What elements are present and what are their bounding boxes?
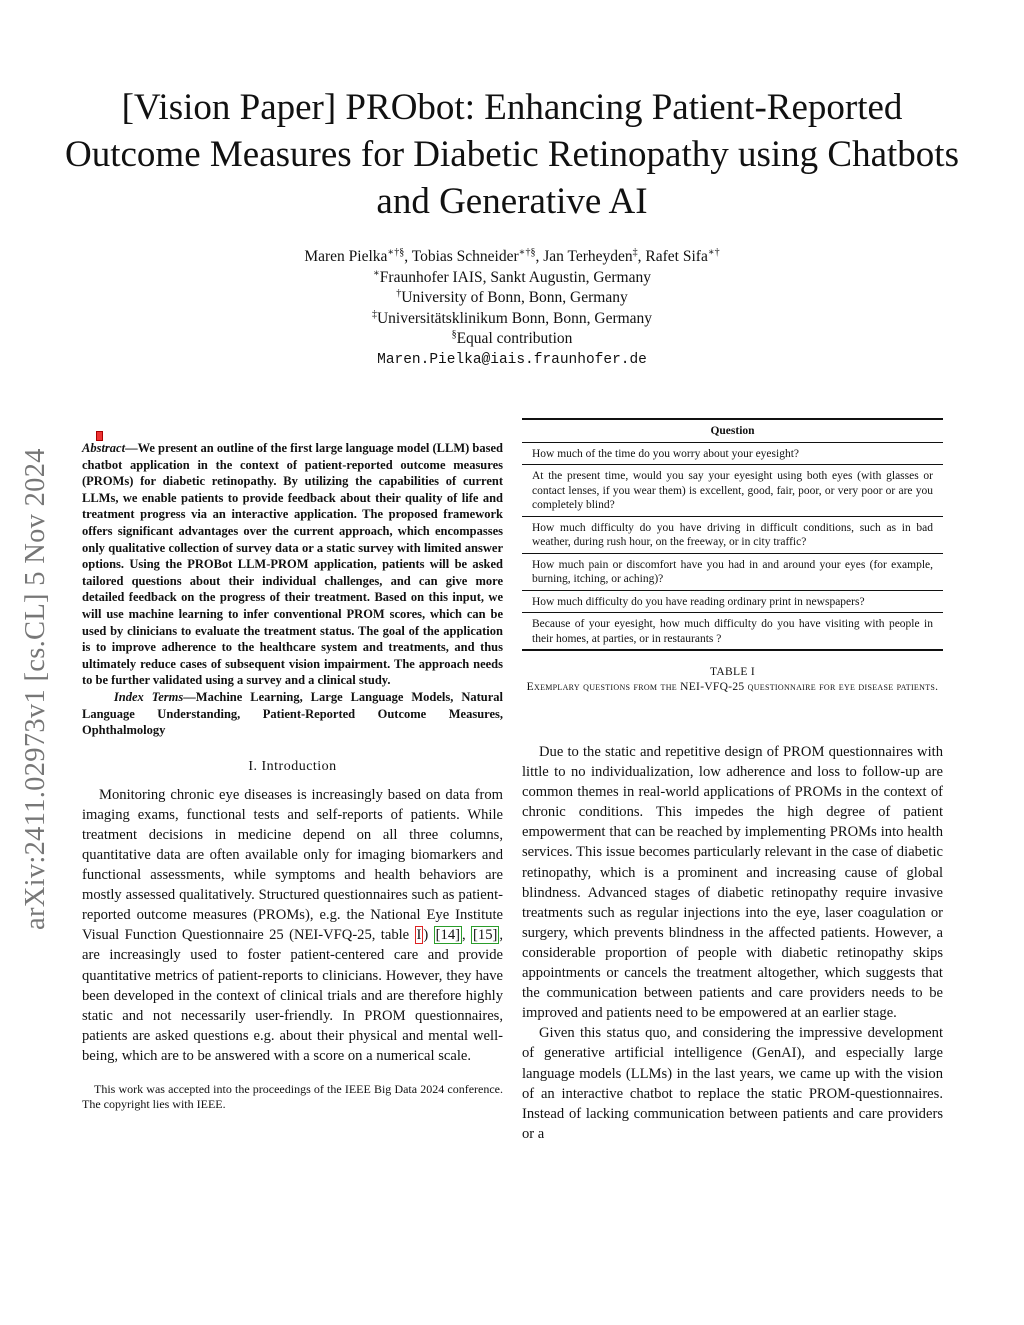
intro-text: , (462, 927, 472, 944)
intro-text: Monitoring chronic eye diseases is increasingly based on data from imaging exams, functional tests and self-reports of patients. While treatment decisions in medicine depend on all three columns, quantitative data are often available only for imaging biomarkers and functional assessments, while symptoms and health behaviors are mostly assessed qualitatively. Structured questionnaires such as patient-reported outcome measures (PROMs), e.g. the National Eye Institute Visual Function Questionnaire 25 (NEI-VFQ-25, table (82, 786, 503, 944)
annotation-marker (96, 431, 103, 441)
affiliation-mark: § (451, 328, 457, 340)
table-caption-text: Exemplary questions from the NEI-VFQ-25 questionnaire for eye disease patients. (526, 680, 939, 693)
abstract-text: —We present an outline of the first large language model (LLM) based chatbot application in the context of patient-reported outcome measures (PROMs) for diabetic retinopathy. By utilizing the capabilities of current LLMs, we enable patients to provide feedback about their quality of life and treatment progress via an interactive application. The proposed framework offers significant advantages over the current approach, which encompasses only qualitative collection of survey data or a static survey with limited answer options. Using the PROBot LLM-PROM application, patients will be asked tailored questions about their individual challenges, and can give more detailed feedback on the progress of their treatment. Based on this input, we will use machine learning to infer conventional PROM scores, which can be used by clinicians to evaluate the treatment status. The goal of the application is to improve adherence to the healthcare system and treatments, and thus ultimately reduce cases of subsequent vision impairment. The approach needs to be further validated using a survey and a clinical study. (82, 441, 503, 688)
right-column (522, 418, 943, 1144)
author-marks: ‡ (632, 246, 638, 258)
table-row (522, 590, 943, 613)
table-caption-label: TABLE I (710, 666, 755, 678)
author-names: Maren Pielka∗†§, Tobias Schneider∗†§, Jan Terheyden‡, Rafet Sifa∗† (304, 246, 720, 265)
affiliation (100, 329, 924, 350)
table-caption (522, 665, 943, 694)
table-row (522, 553, 943, 590)
table-cell: Because of your eyesight, how much difficulty do you have visiting with people in their homes, at parties, or in restaurants ? (522, 613, 943, 651)
intro-text: , are increasingly used to foster patient-centered care and provide quantitative metrics of patient-reports to clinicians. However, they have been developed in the context of clinical trials and are therefore highly static and not necessarily user-friendly. In PROM questionnaires, patients are asked questions e.g. about their physical and mental well-being, which are to be answered with a score on a numerical scale. (82, 927, 504, 1064)
index-terms-lead: Index Terms (113, 689, 184, 704)
affiliation (100, 309, 924, 330)
affiliation (100, 268, 924, 289)
affiliation-text: Universitätsklinikum Bonn, Bonn, Germany (376, 309, 653, 327)
footnote: This work was accepted into the proceedings of the IEEE Big Data 2024 conference. The copyright lies with IEEE. (82, 1082, 503, 1111)
affiliation-text: Fraunhofer IAIS, Sankt Augustin, Germany (379, 268, 651, 286)
table-cell: At the present time, would you say your eyesight using both eyes (with glasses or contact lenses, if you wear them) is excellent, good, fair, poor, or very poor or are you completely blind? (522, 465, 943, 517)
author-marks: ∗†§ (518, 246, 536, 258)
author-name: Tobias Schneider (411, 248, 519, 265)
author-marks: ∗†§ (387, 246, 405, 258)
affiliation-mark: ∗ (372, 267, 380, 279)
section-heading-introduction: I. Introduction (248, 758, 337, 774)
intro-text: ) (423, 927, 434, 944)
affiliation-mark: ‡ (371, 308, 377, 320)
author-email[interactable]: Maren.Pielka@iais.fraunhofer.de (377, 351, 647, 368)
author-name: Rafet Sifa (645, 248, 708, 265)
affiliation-text: University of Bonn, Bonn, Germany (401, 289, 628, 306)
right-body (522, 742, 943, 1144)
table-row (522, 465, 943, 517)
body-paragraph: Given this status quo, and considering the impressive development of generative artificial intelligence (GenAI), and especially large language models (LLMs) in the last years, we came up with the vision of an interactive chatbot to replace the static PROM-questionnaires. Instead of lacking communication between patients and care providers or a (522, 1025, 943, 1142)
table-row (522, 613, 943, 651)
author-name: Jan Terheyden (543, 248, 633, 265)
table-header: Question (522, 419, 943, 442)
table-cell: How much difficulty do you have driving in difficult conditions, such as in bad weather, during rush hour, on the freeway, or in city traffic? (522, 516, 943, 553)
table-reference-link[interactable]: I (416, 927, 422, 944)
arxiv-watermark: arXiv:2411.02973v1 [cs.CL] 5 Nov 2024 (20, 448, 51, 930)
author-marks: ∗† (707, 246, 720, 258)
author-name: Maren Pielka (304, 248, 388, 265)
paper-title: [Vision Paper] PRObot: Enhancing Patient-Reported Outcome Measures for Diabetic Retinopathy using Chatbots and Generative AI (65, 87, 959, 222)
left-column (82, 440, 503, 1124)
abstract-lead: Abstract (82, 441, 126, 455)
index-terms-text: —Machine Learning, Large Language Models, Natural Language Understanding, Patient-Reported Outcome Measures, Ophthalmology (82, 689, 504, 738)
table-row (522, 516, 943, 553)
intro-paragraph (82, 785, 503, 1066)
table-cell: How much difficulty do you have reading ordinary print in newspapers? (522, 590, 943, 613)
affiliation-text: Equal contribution (456, 330, 573, 347)
table-row (522, 442, 943, 465)
affiliation-mark: † (396, 287, 402, 299)
affiliation (100, 288, 924, 309)
questions-table (522, 418, 943, 651)
citation-link-15[interactable]: [15] (473, 927, 498, 944)
index-terms (82, 689, 503, 739)
author-block (100, 247, 924, 370)
body-paragraph: Due to the static and repetitive design of PROM questionnaires with little to no individualization, low adherence and loss to follow-up are common themes in real-world applications of PROMs in the context of chronic conditions. This impedes the high degree of patient empowerment that can be reached by implementing PROMs into health services. This issue becomes particularly relevant in the case of diabetic retinopathy, which is a prominent and increasing cause of global blindness. Advanced stages of diabetic retinopathy require invasive treatments such as regular injections into the eye, laser coagulation or surgery, which prevents blindness in the affected patients. However, a considerable proportion of people with diabetic retinopathy skips appointments or cancels the treatment altogether, which suggests that the communication between patients and care providers needs to be improved and patients need to be empowered at an earlier stage. (522, 744, 943, 1022)
citation-link-14[interactable]: [14] (435, 927, 460, 944)
abstract (82, 440, 503, 689)
table-cell: How much pain or discomfort have you had in and around your eyes (for example, burning, itching, or aching)? (522, 553, 943, 590)
table-cell: How much of the time do you worry about your eyesight? (522, 442, 943, 465)
